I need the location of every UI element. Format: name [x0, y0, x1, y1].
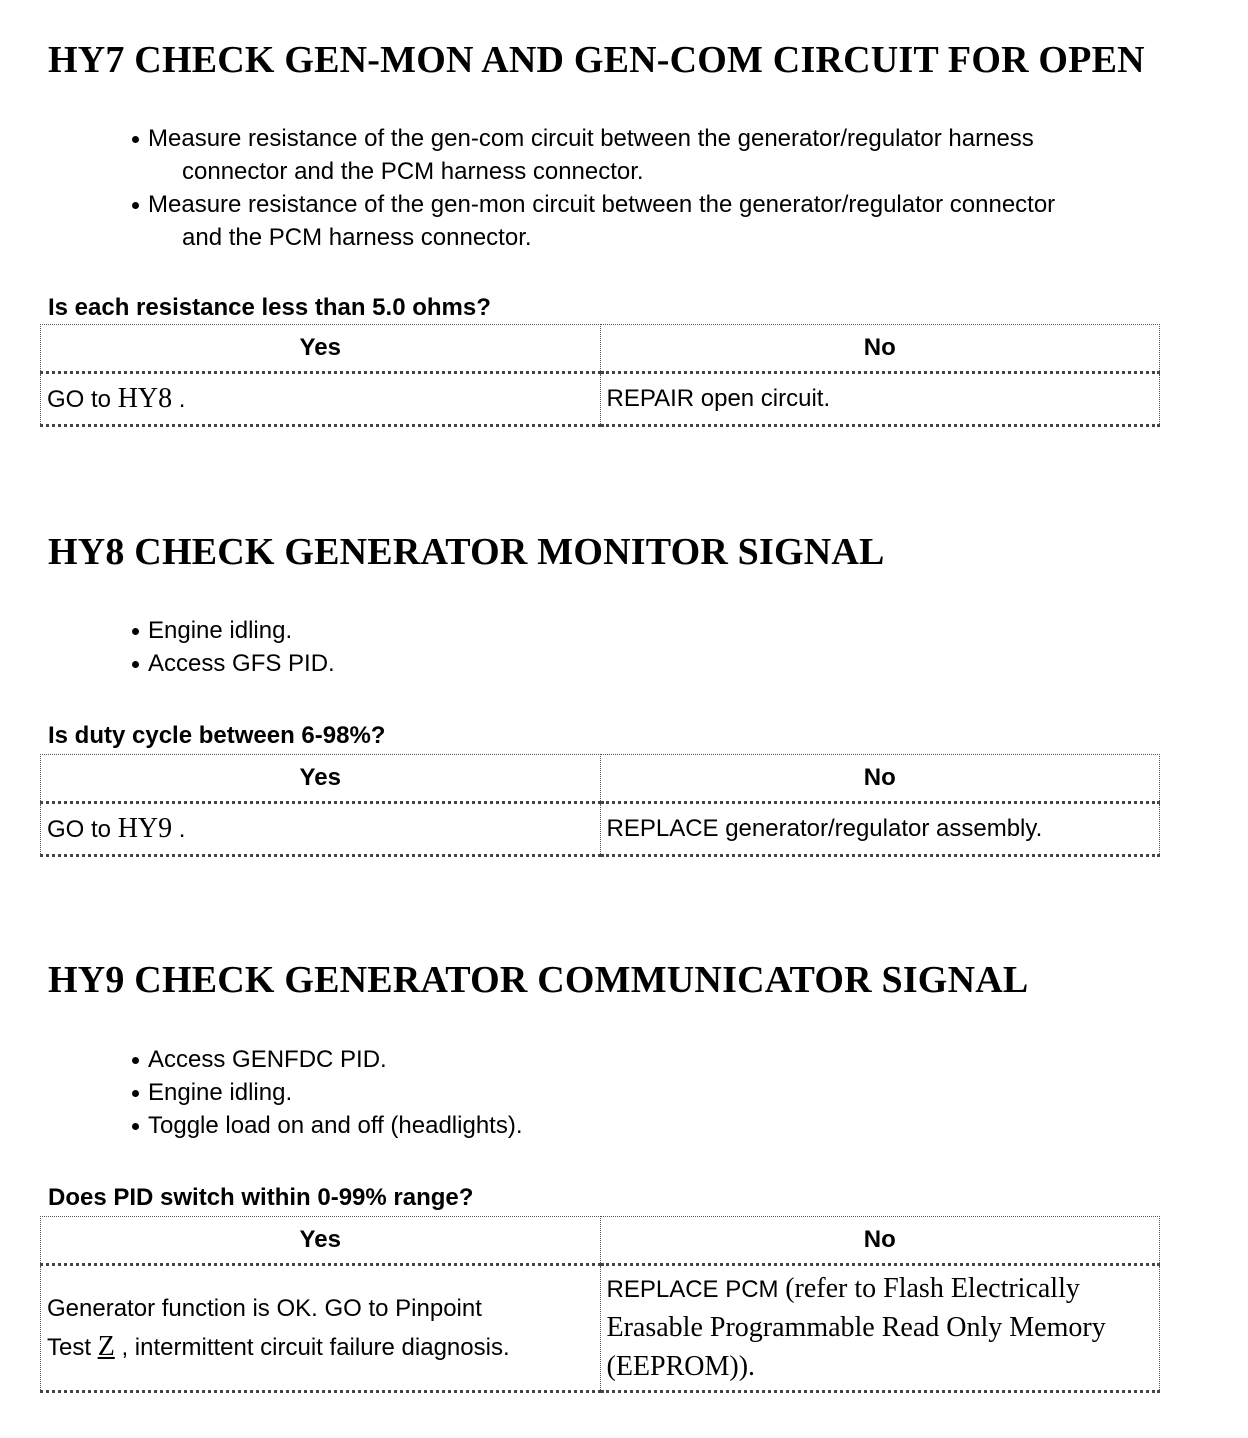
step-text: Engine idling.	[148, 1079, 293, 1106]
no-cell: REPLACE generator/regulator assembly.	[600, 803, 1160, 856]
table-header-row	[41, 325, 1160, 373]
step-list	[128, 614, 1208, 680]
yes-cell	[41, 1265, 601, 1392]
yes-cell	[41, 803, 601, 856]
table-header-row	[41, 755, 1160, 803]
step-text: Toggle load on and off (headlights).	[148, 1112, 523, 1139]
yes-prefix: GO to	[47, 385, 118, 413]
section-heading: HY7 CHECK GEN-MON AND GEN-COM CIRCUIT FOR OPEN	[48, 39, 1145, 81]
section-heading: HY8 CHECK GENERATOR MONITOR SIGNAL	[48, 531, 885, 573]
yes-header: Yes	[41, 325, 601, 373]
table-header-row	[41, 1217, 1160, 1265]
list-item	[128, 1109, 1208, 1142]
yes-suffix: .	[172, 815, 186, 843]
no-header: No	[600, 1217, 1160, 1265]
section-heading: HY9 CHECK GENERATOR COMMUNICATOR SIGNAL	[48, 959, 1029, 1001]
bullet-icon	[132, 1057, 139, 1064]
yes-line2-prefix: Test	[47, 1333, 98, 1361]
bullet-icon	[132, 136, 139, 143]
yes-suffix: .	[172, 385, 186, 413]
bullet-icon	[132, 661, 139, 668]
bullet-icon	[132, 628, 139, 635]
step-text-line1: Measure resistance of the gen-com circuit between the generator/regulator harness	[148, 125, 1034, 152]
step-text-line2: connector and the PCM harness connector.	[182, 158, 644, 185]
bullet-icon	[132, 1123, 139, 1130]
yes-cell	[41, 373, 601, 426]
list-item	[128, 647, 1208, 680]
list-item	[128, 1076, 1208, 1109]
no-header: No	[600, 755, 1160, 803]
yes-line2-suffix: , intermittent circuit failure diagnosis.	[114, 1333, 510, 1361]
table-row	[41, 373, 1160, 426]
step-text: Engine idling.	[148, 617, 293, 644]
yes-no-table	[40, 754, 1160, 857]
yes-no-table	[40, 1216, 1160, 1393]
no-header: No	[600, 325, 1160, 373]
step-text: Access GENFDC PID.	[148, 1046, 387, 1073]
list-item	[128, 188, 1208, 254]
question-text: Is each resistance less than 5.0 ohms?	[48, 294, 491, 321]
step-list	[128, 122, 1208, 254]
yes-header: Yes	[41, 1217, 601, 1265]
step-text-line2: and the PCM harness connector.	[182, 224, 532, 251]
no-cell: REPAIR open circuit.	[600, 373, 1160, 426]
step-text: Access GFS PID.	[148, 650, 335, 677]
yes-line2	[47, 1328, 594, 1367]
pinpoint-test-z-link[interactable]: Z	[97, 1330, 115, 1362]
table-row	[41, 1265, 1160, 1392]
list-item	[128, 614, 1208, 647]
list-item	[128, 122, 1208, 188]
yes-prefix: GO to	[47, 815, 118, 843]
bullet-icon	[132, 1090, 139, 1097]
no-cell	[600, 1265, 1160, 1392]
bullet-icon	[132, 202, 139, 209]
step-text-line1: Measure resistance of the gen-mon circuit between the generator/regulator connector	[148, 191, 1056, 218]
question-text: Does PID switch within 0-99% range?	[48, 1184, 474, 1211]
goto-hy9-link[interactable]: HY9	[117, 812, 173, 844]
eeprom-reference-link[interactable]: (refer to Flash Electrically Erasable Programmable Read Only Memory (EEPROM)).	[606, 1272, 1106, 1382]
list-item	[128, 1043, 1208, 1076]
yes-line1: Generator function is OK. GO to Pinpoint	[47, 1294, 482, 1322]
yes-no-table	[40, 324, 1160, 427]
yes-header: Yes	[41, 755, 601, 803]
question-text: Is duty cycle between 6-98%?	[48, 722, 386, 749]
no-prefix: REPLACE PCM	[606, 1275, 786, 1303]
table-row	[41, 803, 1160, 856]
step-list	[128, 1043, 1208, 1142]
goto-hy8-link[interactable]: HY8	[117, 382, 173, 414]
